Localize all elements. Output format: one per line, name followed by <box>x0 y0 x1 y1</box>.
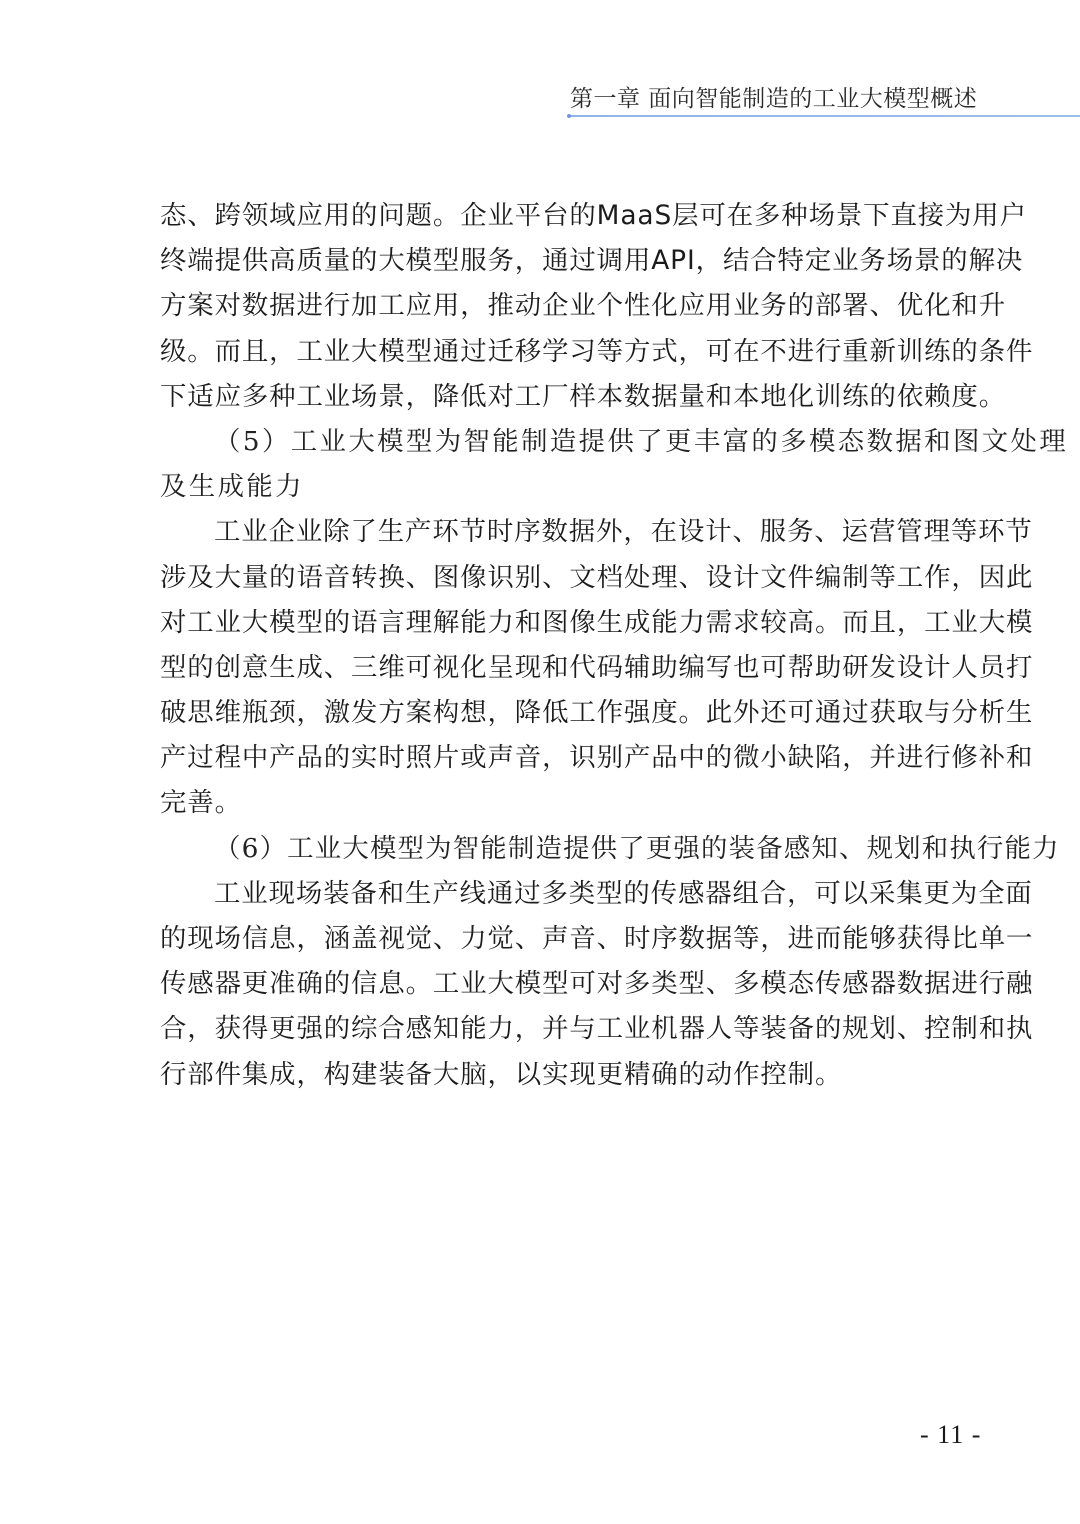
text-line: 传感器更准确的信息。工业大模型可对多类型、多模态传感器数据进行融 <box>160 968 1034 1000</box>
text-line: 型的创意生成、三维可视化呈现和代码辅助编写也可帮助研发设计人员打 <box>160 651 1034 683</box>
page-number: - 11 - <box>920 1420 982 1449</box>
text-line: 完善。 <box>160 787 242 819</box>
page-body <box>160 193 1069 1097</box>
text-line: 下适应多种工业场景，降低对工厂样本数据量和本地化训练的依赖度。 <box>160 380 1007 412</box>
text-line: 终端提供高质量的大模型服务，通过调用API，结合特定业务场景的解决 <box>160 245 1024 277</box>
heading-line: 及生成能力 <box>160 471 304 503</box>
text-line: 工业现场装备和生产线通过多类型的传感器组合，可以采集更为全面 <box>214 877 1033 909</box>
paragraph-continuation <box>160 193 1034 419</box>
running-header-title: 第一章 面向智能制造的工业大模型概述 <box>570 86 978 112</box>
text-line: 态、跨领域应用的问题。企业平台的MaaS层可在多种场景下直接为用户 <box>160 200 1027 231</box>
text-line: 工业企业除了生产环节时序数据外，在设计、服务、运营管理等环节 <box>214 516 1033 548</box>
text-line: 方案对数据进行加工应用，推动企业个性化应用业务的部署、优化和升 <box>160 290 1007 322</box>
heading-line: （6）工业大模型为智能制造提供了更强的装备感知、规划和执行能力 <box>214 832 1060 864</box>
section-heading-6 <box>160 826 1060 871</box>
text-line: 破思维瓶颈，激发方案构想，降低工作强度。此外还可通过获取与分析生 <box>160 697 1034 729</box>
text-line: 对工业大模型的语言理解能力和图像生成能力需求较高。而且，工业大模 <box>160 606 1034 638</box>
paragraph-multimodal <box>160 509 1034 825</box>
header-rule <box>568 115 1080 117</box>
text-line: 涉及大量的语音转换、图像识别、文档处理、设计文件编制等工作，因此 <box>160 561 1034 593</box>
text-line: 合，获得更强的综合感知能力，并与工业机器人等装备的规划、控制和执 <box>160 1013 1034 1045</box>
paragraph-equipment-perception <box>160 871 1034 1097</box>
text-line: 行部件集成，构建装备大脑，以实现更精确的动作控制。 <box>160 1058 843 1090</box>
text-line: 的现场信息，涵盖视觉、力觉、声音、时序数据等，进而能够获得比单一 <box>160 923 1034 954</box>
text-line: 级。而且，工业大模型通过迁移学习等方式，可在不进行重新训练的条件 <box>160 335 1034 367</box>
text-line: 产过程中产品的实时照片或声音，识别产品中的微小缺陷，并进行修补和 <box>160 742 1034 774</box>
section-heading-5 <box>160 419 1069 509</box>
heading-line: （5）工业大模型为智能制造提供了更丰富的多模态数据和图文处理 <box>214 425 1069 457</box>
